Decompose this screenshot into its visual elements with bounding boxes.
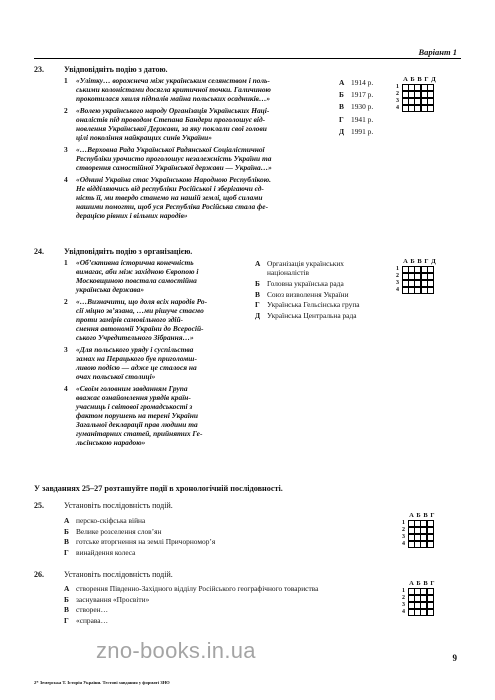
item-line: проти замірів самовільного здій-: [76, 314, 184, 324]
question-item: [64, 76, 334, 103]
option-letter: Б: [339, 90, 344, 100]
q24-title: Увідповідніть подію з організацією.: [64, 247, 193, 256]
grid-col-label: В: [423, 512, 428, 519]
option-text: [351, 102, 373, 111]
item-line: замах на Перацького був приголомш-: [76, 353, 197, 363]
option-line: 1941 р.: [351, 114, 374, 124]
grid-col-label: Б: [416, 512, 421, 519]
option-letter: А: [255, 259, 261, 268]
grid-row-label: 3: [396, 280, 399, 286]
grid-row-label: 3: [402, 602, 405, 608]
grid-row-label: 4: [396, 287, 399, 293]
item-line: дерацією рівних і вільних народів»: [76, 210, 188, 220]
option-line: Союз визволення України: [267, 289, 349, 299]
q26-title: Установіть послідовність подій.: [64, 570, 173, 579]
item-text: [76, 175, 271, 220]
grid-row-label: 2: [402, 595, 405, 601]
item-line: «Волею українського народу Організація Українських Наці-: [76, 105, 270, 115]
q25-number: 25.: [34, 501, 44, 510]
question-item: [64, 175, 334, 220]
q25-answer-grid[interactable]: [402, 512, 436, 548]
item-line: снення автономії України до Всеросій-: [76, 323, 204, 333]
grid-row-label: 4: [402, 609, 405, 615]
q23-number: 23.: [34, 65, 44, 74]
item-line: Московщиною повстала самостійна: [76, 276, 197, 286]
answer-option: [339, 78, 399, 87]
grid-row-label: 3: [402, 534, 405, 540]
answer-option: [339, 102, 399, 111]
grid-col-label: Д: [431, 258, 436, 265]
option-text: [267, 300, 360, 309]
option-text: [76, 605, 108, 614]
grid-row-label: 1: [396, 266, 399, 272]
item-text: [76, 258, 198, 294]
grid-row: [402, 588, 436, 595]
option-letter: В: [339, 102, 344, 112]
grid-row: [396, 98, 437, 105]
item-line: оналістів під проводом Степана Бандери проголошує від-: [76, 114, 266, 124]
option-text: [76, 595, 149, 604]
option-line: Велике розселення слов’ян: [76, 526, 162, 536]
option-line: створення Південно-Західного відділу Російського географічного товариства: [76, 584, 319, 593]
item-line: створення самостійної Української держави — Україна…»: [76, 162, 272, 172]
grid-row: [396, 280, 437, 287]
item-line: «Об’єктивна історична конечність: [76, 258, 194, 267]
option-line: 1930 р.: [351, 102, 374, 112]
item-number: 3: [64, 144, 68, 154]
answer-option: [255, 290, 395, 299]
q26-answer-grid[interactable]: [402, 580, 436, 616]
answer-cell[interactable]: [427, 588, 434, 595]
item-line: «Для польського уряду і суспільства: [76, 344, 194, 354]
item-text: [76, 76, 271, 103]
answer-cell[interactable]: [427, 595, 434, 602]
grid-row-label: 4: [402, 541, 405, 547]
question-item: [64, 384, 252, 447]
grid-header: [402, 258, 437, 266]
answer-option: [255, 300, 395, 309]
answer-option: [64, 527, 384, 536]
item-line: ливою подією — аджe це сталося на: [76, 362, 197, 372]
item-number: 3: [64, 344, 68, 354]
option-text: [267, 259, 344, 277]
option-letter: А: [64, 516, 70, 525]
grid-col-label: Г: [430, 580, 435, 587]
q24-number: 24.: [34, 247, 44, 256]
grid-row: [396, 105, 437, 112]
item-line: ського Учредительного Зібрання…»: [76, 333, 194, 343]
item-number: 2: [64, 296, 68, 306]
option-line: заснування «Просвіти»: [76, 594, 150, 604]
option-text: [351, 78, 373, 87]
grid-row: [402, 527, 436, 534]
header-rule: [34, 58, 461, 59]
grid-row-label: 3: [396, 98, 399, 104]
answer-cell[interactable]: [427, 541, 434, 548]
section-instruction: У завданнях 25–27 розташуйте події в хронологічній послідовності.: [34, 484, 283, 493]
grid-col-label: В: [417, 76, 422, 83]
answer-option: [64, 537, 384, 546]
grid-col-label: Б: [410, 76, 415, 83]
grid-col-label: В: [423, 580, 428, 587]
item-line: українська держава»: [76, 285, 145, 295]
q23-title: Увідповідніть подію з датою.: [64, 65, 168, 74]
option-letter: Г: [339, 114, 344, 124]
answer-option: [64, 548, 384, 557]
item-text: [76, 297, 207, 342]
grid-row-label: 2: [396, 273, 399, 279]
grid-col-label: Г: [424, 258, 429, 265]
question-item: [64, 258, 252, 294]
item-line: ськими колоністами досягла критичної точки. Галичиною: [76, 85, 271, 95]
option-letter: Г: [255, 300, 260, 310]
answer-cell[interactable]: [427, 280, 434, 287]
grid-row-label: 1: [402, 520, 405, 526]
option-line: готське вторгнення на землі Причорномор’я: [76, 537, 216, 546]
answer-option: [339, 127, 399, 136]
item-text: [76, 145, 272, 172]
q23-answer-grid[interactable]: [396, 76, 437, 112]
item-line: фактом порушень на терені України: [76, 410, 198, 420]
item-text: [76, 106, 269, 142]
answer-cell[interactable]: [427, 520, 434, 527]
grid-row: [396, 91, 437, 98]
item-text: [76, 384, 202, 447]
answer-option: [255, 259, 395, 277]
option-text: [267, 290, 349, 299]
answer-option: [255, 279, 395, 288]
option-text: [76, 537, 215, 546]
item-line: Не відділяючись від республіки Російської і зберігаючи єд-: [76, 183, 264, 193]
option-line: Головна українська рада: [267, 278, 344, 288]
answer-cell[interactable]: [427, 266, 434, 273]
answer-option: [339, 115, 399, 124]
item-line: новлення Української Держави, за яку поклали свої голови: [76, 123, 267, 133]
item-line: ність її, ми твердо станемо на нашій землі, щоб силами: [76, 192, 263, 202]
footer-citation: 2* Земерська Т. Історія України. Тестові завдання у форматі ЗНО: [34, 680, 170, 686]
option-text: [76, 516, 145, 525]
grid-col-label: Д: [431, 76, 436, 83]
grid-row-label: 1: [402, 588, 405, 594]
option-letter: В: [255, 289, 260, 299]
option-text: [76, 584, 318, 593]
item-line: очах польської столиці»: [76, 371, 156, 381]
option-text: [76, 616, 108, 625]
grid-row: [402, 609, 436, 616]
option-line: 1991 р.: [351, 126, 374, 136]
option-text: [267, 311, 357, 320]
item-line: «Однині Україна стає Українською Народною Республікою.: [76, 174, 271, 184]
option-letter: Б: [255, 278, 260, 288]
question-item: [64, 297, 252, 342]
grid-row-label: 1: [396, 84, 399, 90]
option-letter: Б: [64, 526, 69, 536]
option-letter: Г: [64, 615, 69, 625]
item-line: вважає ознайомлення урядів країн-: [76, 392, 191, 402]
option-text: [267, 279, 344, 288]
option-letter: Г: [64, 547, 69, 557]
grid-col-label: А: [409, 580, 414, 587]
page-number: 9: [452, 653, 457, 664]
answer-cell[interactable]: [427, 609, 434, 616]
option-letter: Д: [255, 311, 261, 321]
grid-header: [408, 512, 436, 520]
grid-col-label: Б: [410, 258, 415, 265]
item-line: прокотилася хвиля підпалів майна польських осадників…»: [76, 94, 271, 104]
item-line: «…Визначити, що доля всіх народів Ро-: [76, 296, 208, 306]
grid-row: [402, 541, 436, 548]
item-line: «Своїм головним завданням Група: [76, 383, 188, 393]
answer-cell[interactable]: [427, 84, 434, 91]
item-number: 4: [64, 174, 68, 184]
grid-row: [402, 520, 436, 527]
item-line: гуманітарних статей, прийнятих Ге-: [76, 428, 203, 438]
q25-title: Установіть послідовність подій.: [64, 501, 173, 510]
q24-answer-grid[interactable]: [396, 258, 437, 294]
watermark-text: zno-books.in.ua: [96, 638, 256, 663]
answer-option: [64, 584, 394, 593]
item-line: цілі покоління найкращих синів України»: [76, 132, 212, 142]
question-item: [64, 145, 334, 172]
grid-row: [402, 602, 436, 609]
option-text: [76, 548, 135, 557]
grid-row-label: 4: [396, 105, 399, 111]
answer-cell[interactable]: [427, 91, 434, 98]
option-text: [76, 527, 161, 536]
option-letter: А: [339, 78, 345, 87]
option-line: створен…: [76, 605, 108, 614]
answer-cell[interactable]: [427, 602, 434, 609]
answer-cell[interactable]: [427, 527, 434, 534]
grid-col-label: Г: [424, 76, 429, 83]
item-line: вимагає, аби між західною Європою і: [76, 267, 199, 277]
grid-row: [396, 273, 437, 280]
option-line: Українська Центральна рада: [267, 311, 357, 321]
grid-col-label: А: [403, 258, 408, 265]
answer-option: [64, 605, 394, 614]
option-line: Українська Гельсінська група: [267, 300, 360, 310]
option-letter: А: [64, 584, 70, 593]
item-number: 1: [64, 258, 68, 267]
grid-row: [402, 534, 436, 541]
grid-col-label: Г: [430, 512, 435, 519]
option-line: Організація українських: [267, 259, 344, 268]
grid-header: [402, 76, 437, 84]
option-line: «справа…: [76, 615, 108, 625]
option-text: [351, 90, 373, 99]
question-item: [64, 106, 334, 142]
grid-col-label: А: [409, 512, 414, 519]
option-text: [351, 115, 373, 124]
option-letter: В: [64, 537, 69, 546]
item-line: «…Верховна Рада Української Радянської Соціалістичної: [76, 144, 265, 154]
item-line: Республіки урочисто проголошує незалежність України та: [76, 153, 272, 163]
grid-col-label: А: [403, 76, 408, 83]
grid-row: [402, 595, 436, 602]
answer-cell[interactable]: [427, 287, 434, 294]
item-line: льсінською нарадою»: [76, 437, 146, 447]
answer-cell[interactable]: [427, 98, 434, 105]
answer-option: [255, 311, 395, 320]
answer-option: [64, 516, 384, 525]
grid-row-label: 2: [402, 527, 405, 533]
option-line: 1917 р.: [351, 90, 374, 100]
option-line: націоналістів: [267, 268, 310, 278]
grid-col-label: Б: [416, 580, 421, 587]
item-number: 2: [64, 105, 68, 115]
grid-row: [396, 287, 437, 294]
item-line: Загальної декларації прав людини та: [76, 419, 198, 429]
answer-option: [64, 595, 394, 604]
option-line: 1914 р.: [351, 78, 374, 87]
answer-cell[interactable]: [427, 105, 434, 112]
item-number: 4: [64, 383, 68, 393]
answer-option: [64, 616, 394, 625]
answer-option: [339, 90, 399, 99]
item-line: сії мiцно зв’язана, …ми рішуче стаємо: [76, 305, 204, 315]
option-line: перско-скіфська війна: [76, 516, 146, 525]
option-letter: Б: [64, 594, 69, 604]
item-number: 1: [64, 76, 68, 85]
question-item: [64, 345, 252, 381]
option-text: [351, 127, 373, 136]
item-line: учасниць і світової громадськості з: [76, 401, 193, 411]
variant-label: Варіант 1: [418, 47, 457, 57]
option-letter: В: [64, 605, 69, 614]
answer-cell[interactable]: [427, 273, 434, 280]
answer-cell[interactable]: [427, 534, 434, 541]
grid-row-label: 2: [396, 91, 399, 97]
option-line: винайдення колеса: [76, 547, 136, 557]
grid-col-label: В: [417, 258, 422, 265]
item-text: [76, 345, 197, 381]
grid-row: [396, 266, 437, 273]
item-line: «Улітку… ворожнеча між українським селянством і поль-: [76, 76, 270, 85]
option-letter: Д: [339, 126, 345, 136]
item-line: нашими помогти, щоб уся Республіка Російська стала фе-: [76, 201, 269, 211]
grid-header: [408, 580, 436, 588]
grid-row: [396, 84, 437, 91]
q26-number: 26.: [34, 570, 44, 579]
